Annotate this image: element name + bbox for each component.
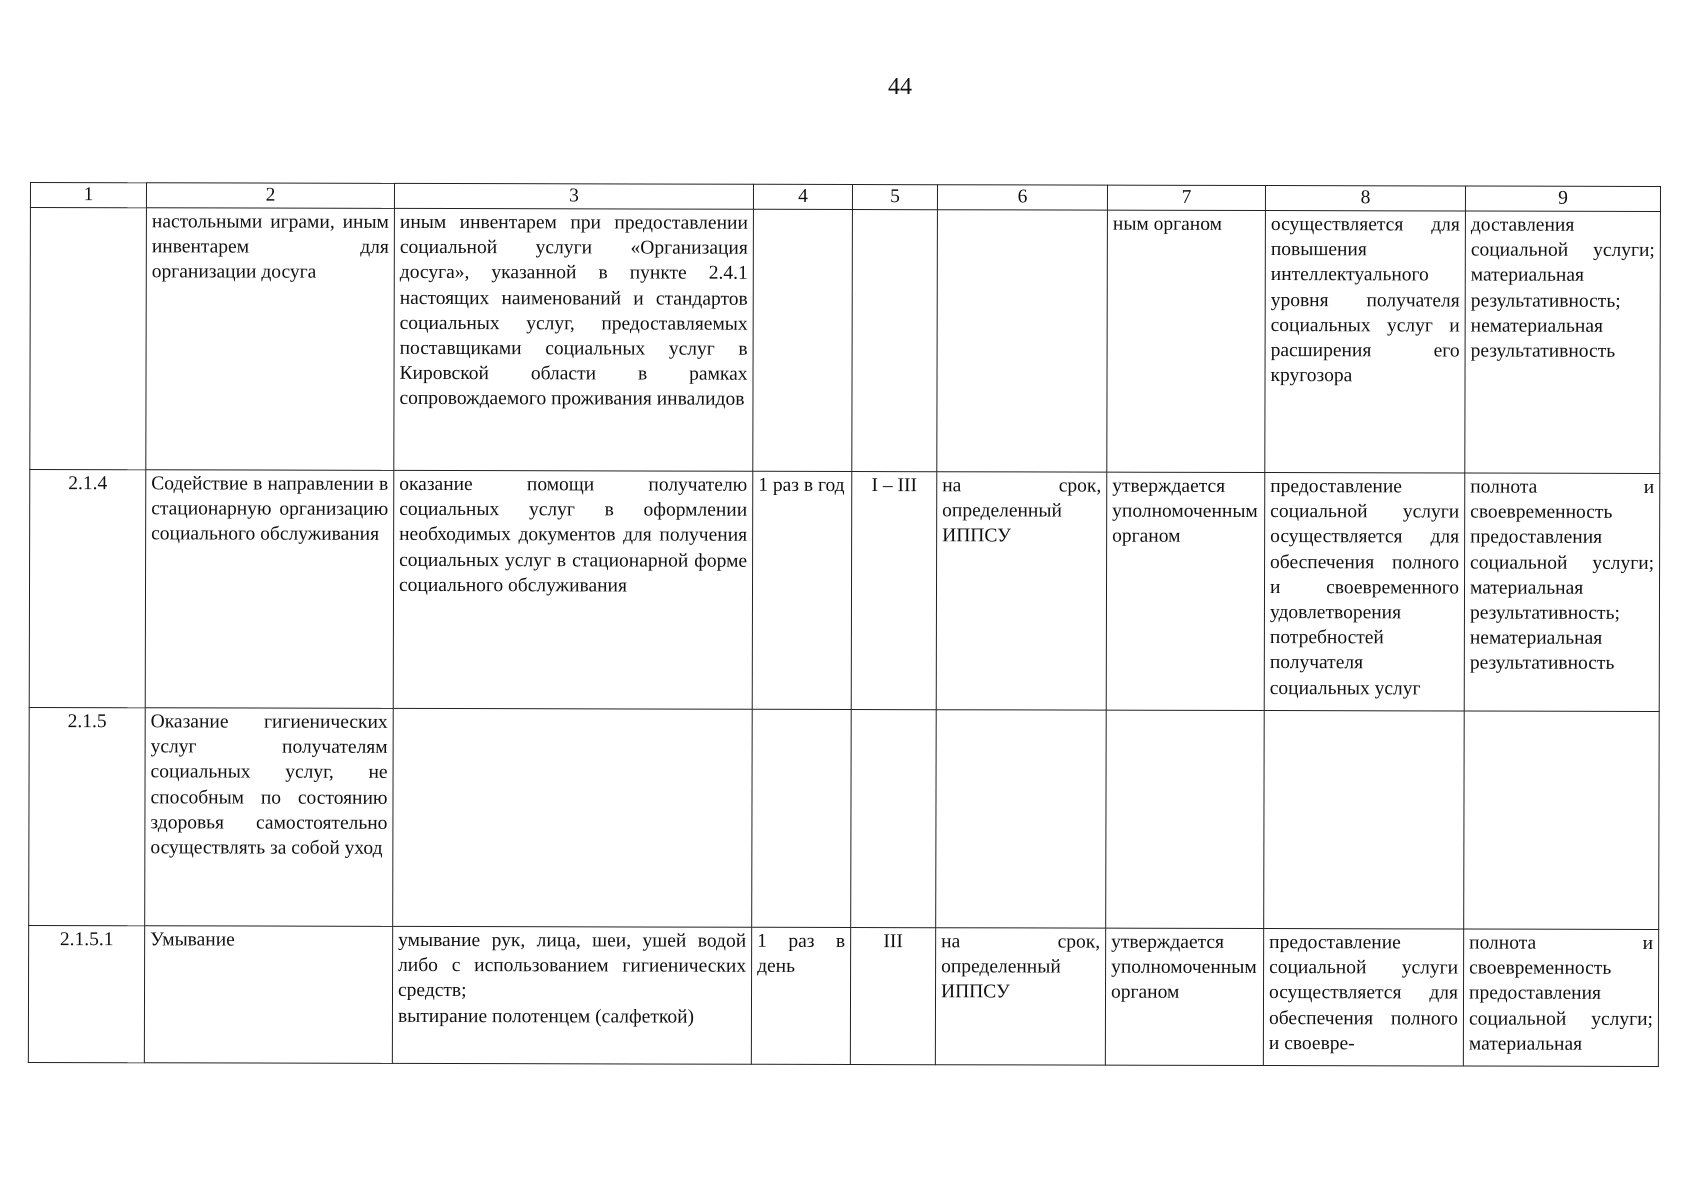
- service-description: иным инвентарем при предоставлении социальной услуги «Организация досуга», указанной в пункте 2.4.1 настоящих наименований и стандартов социальных услуг, предоставляемых поставщиками социальных услуг в Кировской области в рамках сопровождаемого проживания инвалидов: [394, 208, 754, 471]
- table-row: [29, 470, 1660, 712]
- table-row: [29, 707, 1660, 929]
- column-number-header: 9: [1465, 186, 1660, 211]
- service-quality-indicators: [1464, 711, 1660, 929]
- column-number-header: 1: [30, 183, 146, 208]
- item-code: [30, 208, 147, 470]
- column-number-header: 3: [394, 183, 753, 209]
- page-number: 44: [888, 74, 912, 100]
- service-group: [851, 710, 937, 928]
- service-term: [937, 210, 1108, 472]
- service-term: на срок, определенный ИППСУ: [935, 928, 1105, 1065]
- service-tariff: утверждается уполномоченным органом: [1105, 928, 1263, 1065]
- column-number-header: 4: [753, 184, 852, 209]
- service-name: Умывание: [144, 926, 392, 1064]
- service-description: оказание помощи получателю социальных услуг в оформлении необходимых документов для получения социальных услуг в стационарной форме социального обслуживания: [393, 470, 753, 709]
- service-name: Оказание гигиенических услуг получателям социальных услуг, не способным по состоянию здоровья самостоятельно осуществлять за собой уход: [145, 708, 394, 927]
- service-name: Содействие в направлении в стационарную организацию социального обслуживания: [145, 470, 394, 709]
- item-code: 2.1.4: [29, 470, 146, 708]
- service-tariff: ным органом: [1107, 210, 1266, 472]
- column-number-header: 6: [937, 185, 1107, 210]
- table-row: [30, 208, 1661, 474]
- service-conditions: [1264, 711, 1465, 929]
- service-group: I – III: [851, 472, 937, 710]
- service-conditions: предоставление социальной услуги осуществляется для обеспечения полного и своевре-: [1263, 929, 1463, 1066]
- service-tariff: утверждается уполномоченным органом: [1106, 472, 1265, 710]
- service-tariff: [1106, 710, 1265, 928]
- service-quality-indicators: полнота и своевременность предоставления социальной услуги; материальная: [1463, 929, 1658, 1066]
- column-number-row: [30, 183, 1660, 212]
- service-description: [393, 708, 753, 927]
- service-description: умывание рук, лица, шеи, ушей водой либо с использованием гигиенических средств; вытирание полотенцем (салфеткой): [392, 926, 751, 1064]
- service-group: III: [850, 928, 935, 1065]
- column-number-header: 8: [1265, 186, 1465, 211]
- column-number-header: 5: [852, 185, 937, 210]
- column-number-header: 2: [146, 183, 394, 209]
- service-conditions: осуществляется для повышения интеллектуального уровня получателя социальных услуг и расширения его кругозора: [1265, 211, 1466, 473]
- column-number-header: 7: [1107, 185, 1265, 210]
- service-quality-indicators: полнота и своевременность предоставления социальной услуги; материальная результативность; нематериальная результативность: [1464, 473, 1660, 711]
- item-code: 2.1.5: [29, 707, 146, 925]
- item-code: 2.1.5.1: [28, 925, 144, 1062]
- service-name: настольными играми, иным инвентарем для организации досуга: [146, 208, 395, 471]
- table-row: [28, 925, 1658, 1066]
- service-conditions: предоставление социальной услуги осуществляется для обеспечения полного и своевременного удовлетворения потребностей получателя социальных услуг: [1264, 473, 1465, 711]
- service-quality-indicators: доставления социальной услуги; материальная результативность; нематериальная результативность: [1465, 211, 1661, 473]
- service-term: [936, 710, 1107, 928]
- service-frequency: 1 раз в день: [751, 927, 850, 1064]
- service-frequency: 1 раз в год: [752, 471, 852, 709]
- services-standards-table: [28, 182, 1661, 1067]
- service-group: [852, 210, 938, 472]
- service-term: на срок, определенный ИППСУ: [936, 472, 1107, 710]
- service-frequency: [752, 709, 852, 927]
- service-frequency: [753, 209, 853, 471]
